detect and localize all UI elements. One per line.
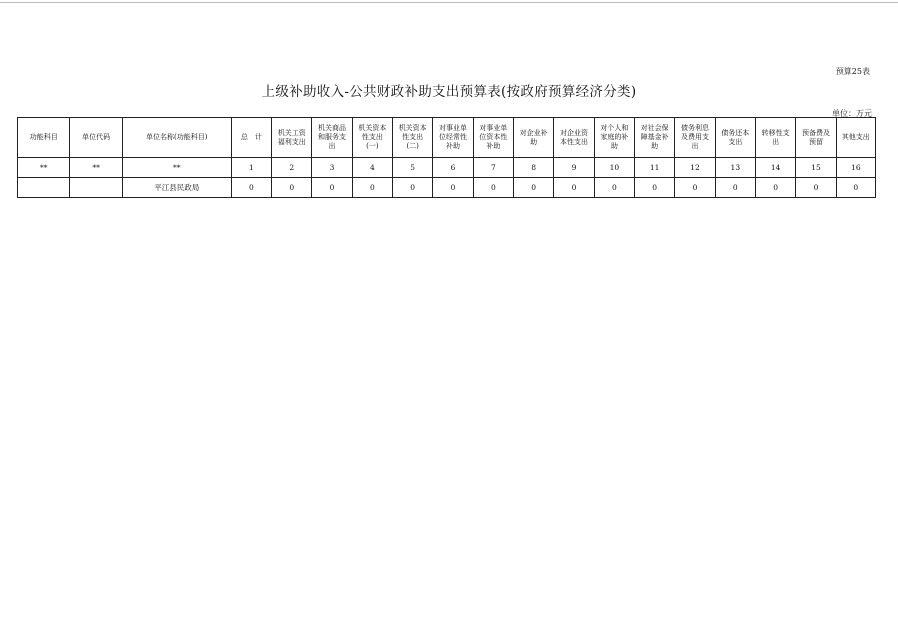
- col-header-function-subject: 功能科目: [18, 118, 70, 158]
- col-header-unit-code: 单位代码: [70, 118, 122, 158]
- table-row: [18, 178, 876, 198]
- table-cell: 0: [755, 178, 795, 198]
- table-cell: 12: [675, 158, 715, 178]
- table-cell: 0: [675, 178, 715, 198]
- table-cell: [18, 178, 70, 198]
- table-cell: **: [70, 158, 122, 178]
- unit-label: 单位：万元: [832, 109, 872, 118]
- table-cell: 5: [393, 158, 433, 178]
- table-cell: 11: [635, 158, 675, 178]
- budget-table: [17, 117, 876, 198]
- col-header-unit-name: 单位名称(功能科目): [122, 118, 231, 158]
- col-header-salary-welfare: 机关工资福利支出: [272, 118, 312, 158]
- table-cell: 0: [836, 178, 875, 198]
- page-title: 上级补助收入-公共财政补助支出预算表(按政府预算经济分类): [261, 84, 637, 100]
- col-header-debt-principal: 债务还本支出: [715, 118, 755, 158]
- table-cell: 0: [473, 178, 513, 198]
- table-cell: 0: [352, 178, 392, 198]
- col-header-social-security-fund: 对社会保障基金补助: [635, 118, 675, 158]
- col-header-other: 其他支出: [836, 118, 875, 158]
- col-header-institution-capital: 对事业单位资本性补助: [473, 118, 513, 158]
- table-cell: 0: [635, 178, 675, 198]
- table-cell: 1: [231, 158, 271, 178]
- table-cell: 3: [312, 158, 352, 178]
- col-header-goods-services: 机关商品和服务支出: [312, 118, 352, 158]
- table-cell: 7: [473, 158, 513, 178]
- table-cell: 2: [272, 158, 312, 178]
- table-cell: **: [122, 158, 231, 178]
- table-cell: 0: [393, 178, 433, 198]
- col-header-total: 总 计: [231, 118, 271, 158]
- table-cell: 4: [352, 158, 392, 178]
- table-cell: 0: [796, 178, 836, 198]
- col-header-enterprise-subsidy: 对企业补助: [514, 118, 554, 158]
- table-cell: 13: [715, 158, 755, 178]
- table-cell: 0: [594, 178, 634, 198]
- table-row: [18, 158, 876, 178]
- table-cell: 0: [715, 178, 755, 198]
- table-cell: [70, 178, 122, 198]
- table-cell: 9: [554, 158, 594, 178]
- table-cell: 14: [755, 158, 795, 178]
- col-header-enterprise-capital: 对企业资本性支出: [554, 118, 594, 158]
- header-row: [18, 118, 876, 158]
- table-cell: 平江县民政局: [122, 178, 231, 198]
- col-header-transfer: 转移性支出: [755, 118, 795, 158]
- table-cell: 0: [312, 178, 352, 198]
- table-cell: 0: [514, 178, 554, 198]
- table-cell: 0: [272, 178, 312, 198]
- col-header-institution-recurrent: 对事业单位经常性补助: [433, 118, 473, 158]
- col-header-debt-interest: 债务利息及费用支出: [675, 118, 715, 158]
- table-cell: 8: [514, 158, 554, 178]
- col-header-capital-2: 机关资本性支出(二): [393, 118, 433, 158]
- table-cell: **: [18, 158, 70, 178]
- form-number: 预算25表: [835, 67, 870, 76]
- table-cell: 15: [796, 158, 836, 178]
- col-header-personal-household: 对个人和家庭的补助: [594, 118, 634, 158]
- col-header-capital-1: 机关资本性支出(一): [352, 118, 392, 158]
- col-header-reserve: 预备费及预留: [796, 118, 836, 158]
- table-cell: 6: [433, 158, 473, 178]
- table-cell: 0: [231, 178, 271, 198]
- table-cell: 16: [836, 158, 875, 178]
- table-cell: 0: [433, 178, 473, 198]
- table-cell: 0: [554, 178, 594, 198]
- scan-edge-line: [0, 2, 898, 3]
- table-cell: 10: [594, 158, 634, 178]
